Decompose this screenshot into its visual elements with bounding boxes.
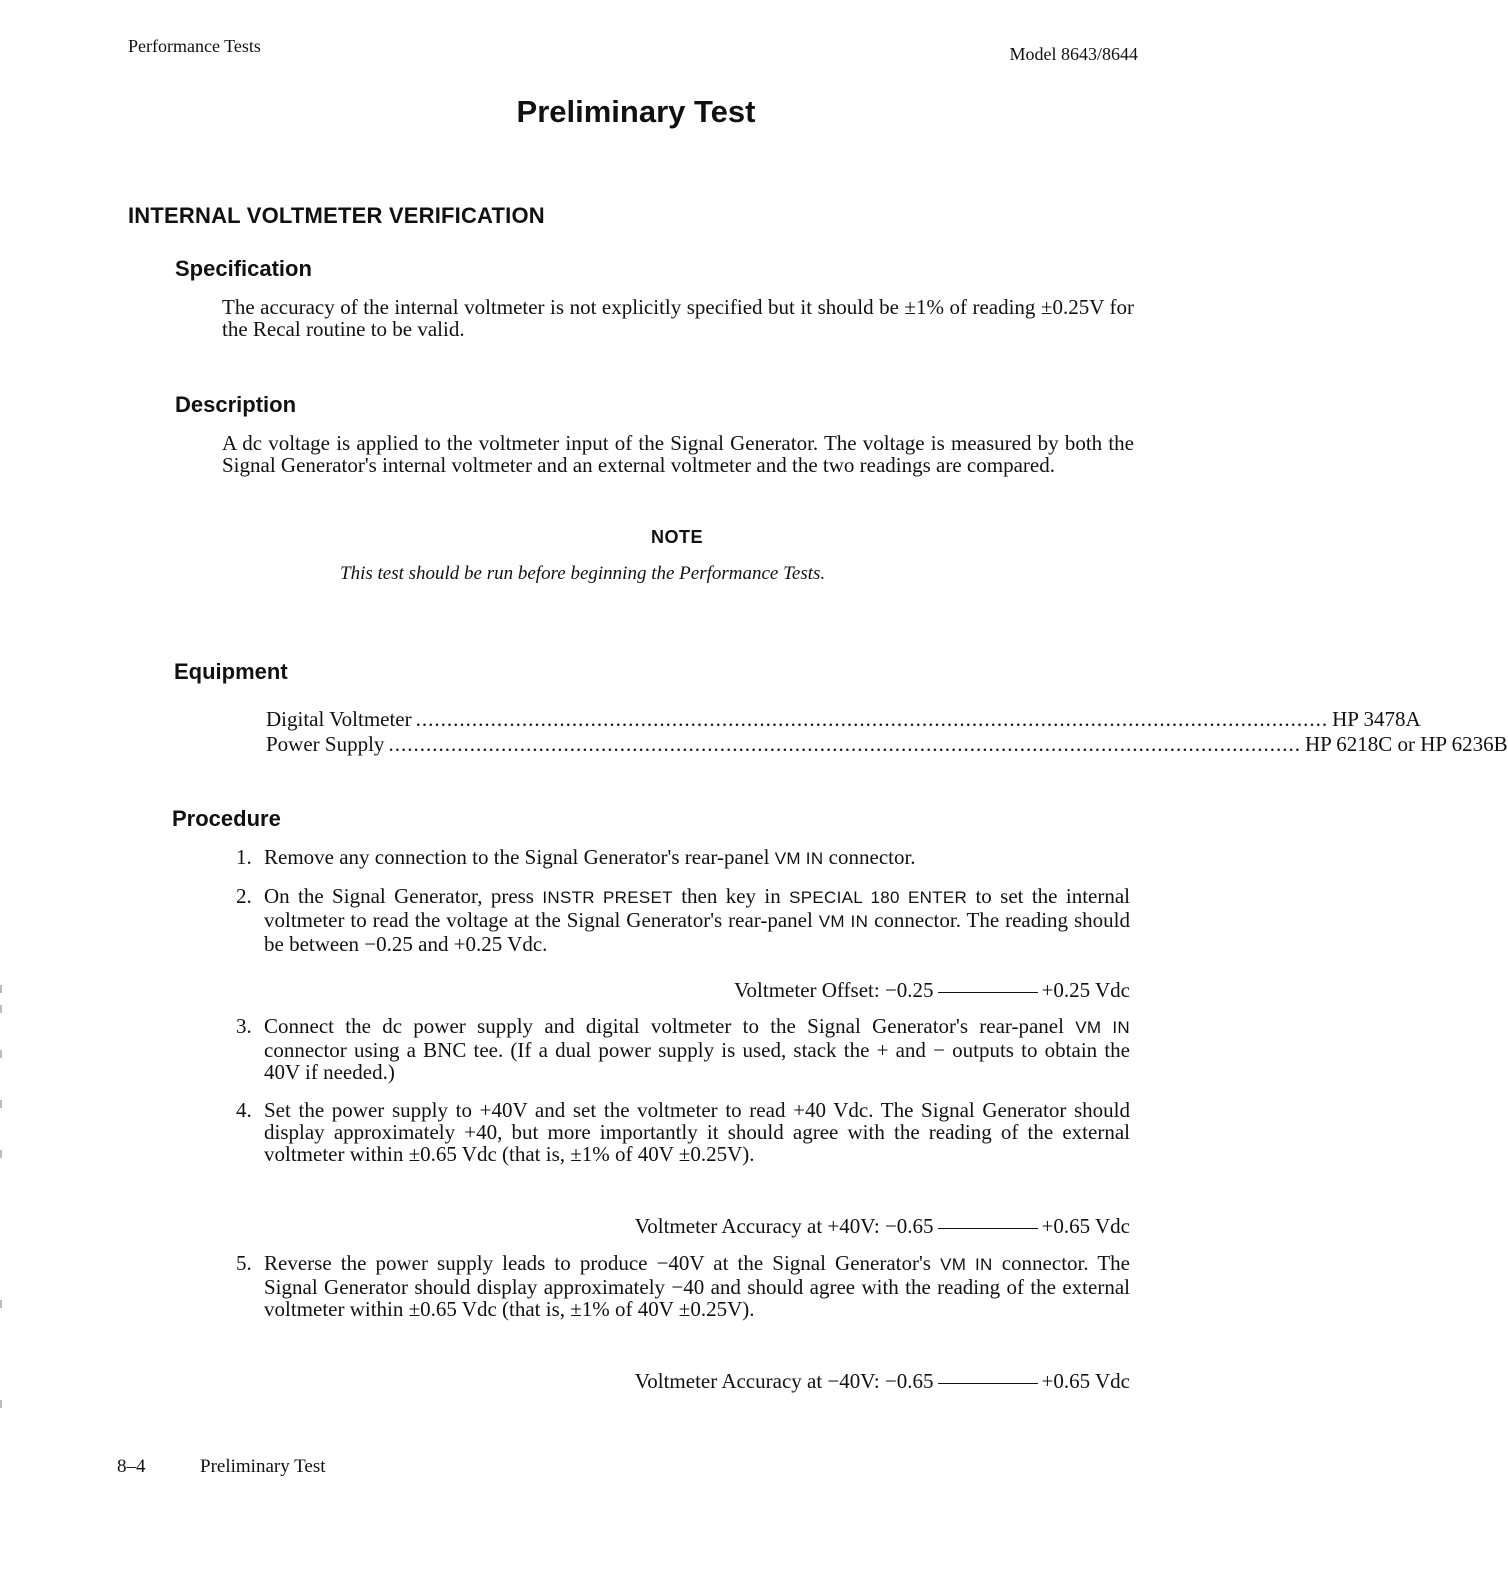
step-number: 3. <box>236 1014 252 1038</box>
procedure-step <box>236 1252 1130 1320</box>
page-title: Preliminary Test <box>516 94 756 129</box>
scan-edge-mark <box>0 1100 2 1108</box>
step-text: Remove any connection to the Signal Generator's rear-panel VM IN connector. <box>264 845 916 869</box>
scan-edge-mark <box>0 1400 2 1408</box>
record-blank[interactable] <box>938 1228 1038 1229</box>
running-header-left: Performance Tests <box>128 36 261 56</box>
step-number: 5. <box>236 1251 252 1275</box>
record-label: Voltmeter Offset: −0.25 <box>734 978 934 1002</box>
record-limit: +0.65 Vdc <box>1041 1214 1130 1238</box>
leader-dots: .................................................................................................................................................. <box>388 732 1301 756</box>
section-title: INTERNAL VOLTMETER VERIFICATION <box>128 203 545 228</box>
step-text: Connect the dc power supply and digital voltmeter to the Signal Generator's rear-panel VM IN connector using a BNC tee. (If a dual power supply is used, stack the + and − outputs to obtain the 40V if needed.) <box>264 1014 1130 1084</box>
step-text: On the Signal Generator, press INSTR PRESET then key in SPECIAL 180 ENTER to set the internal voltmeter to read the voltage at the Signal Generator's rear-panel VM IN connector. The reading should be between −0.25 and +0.25 Vdc. <box>264 884 1131 956</box>
record-limit: +0.65 Vdc <box>1041 1369 1130 1393</box>
specification-heading: Specification <box>175 256 312 281</box>
note-heading: NOTE <box>650 527 703 547</box>
procedure-heading: Procedure <box>172 806 281 831</box>
equipment-model: HP 6218C or HP 6236B <box>1304 732 1508 756</box>
keyword: INSTR PRESET <box>542 888 673 907</box>
procedure-step <box>236 1015 1130 1083</box>
scan-edge-mark <box>0 1050 2 1058</box>
equipment-name: Power Supply <box>266 732 385 756</box>
footer-label: Preliminary Test <box>200 1456 326 1477</box>
procedure-step <box>236 846 1130 870</box>
equipment-list <box>266 707 1508 757</box>
equipment-model: HP 3478A <box>1332 707 1421 731</box>
specification-text: The accuracy of the internal voltmeter is not explicitly specified but it should be ±1% of reading ±0.25V for the Recal routine to be valid. <box>222 295 1134 341</box>
scan-edge-mark <box>0 1005 2 1013</box>
procedure-step <box>236 1099 1130 1165</box>
record-blank[interactable] <box>938 992 1038 993</box>
step-number: 1. <box>236 845 252 869</box>
description-heading: Description <box>175 392 297 417</box>
scan-edge-mark <box>0 1150 2 1158</box>
keyword: VM IN <box>818 912 869 931</box>
description-text: A dc voltage is applied to the voltmeter input of the Signal Generator. The voltage is measured by both the Signal Generator's internal voltmeter and an external voltmeter and the two readings are compared. <box>222 431 1134 477</box>
keyword: SPECIAL 180 ENTER <box>789 888 968 907</box>
equipment-heading: Equipment <box>174 659 288 684</box>
record-label: Voltmeter Accuracy at −40V: −0.65 <box>634 1369 934 1393</box>
leader-dots: .................................................................................................................................................. <box>415 707 1329 731</box>
scan-edge-mark <box>0 985 2 993</box>
record-blank[interactable] <box>938 1383 1038 1384</box>
procedure-step <box>236 885 1130 955</box>
running-header-right: Model 8643/8644 <box>1009 44 1138 64</box>
scan-edge-mark <box>0 1300 2 1308</box>
equipment-name: Digital Voltmeter <box>266 707 412 731</box>
keyword: VM IN <box>1075 1018 1130 1037</box>
keyword: VM IN <box>774 849 824 868</box>
step-number: 2. <box>236 884 252 908</box>
note-text: This test should be run before beginning the Performance Tests. <box>340 563 826 584</box>
step-text: Reverse the power supply leads to produce −40V at the Signal Generator's VM IN connector. The Signal Generator should display approximately −40 and should agree with the reading of the external voltmeter within ±0.65 Vdc (that is, ±1% of 40V ±0.25V). <box>264 1251 1130 1321</box>
record-line-offset <box>734 978 1130 1003</box>
step-text: Set the power supply to +40V and set the voltmeter to read +40 Vdc. The Signal Generator should display approximately +40, but more importantly it should agree with the reading of the external voltmeter within ±0.65 Vdc (that is, ±1% of 40V ±0.25V). <box>264 1098 1130 1166</box>
keyword: VM IN <box>940 1255 993 1274</box>
record-limit: +0.25 Vdc <box>1041 978 1130 1002</box>
page-number: 8–4 <box>117 1456 146 1477</box>
equipment-item <box>266 707 1421 732</box>
record-label: Voltmeter Accuracy at +40V: −0.65 <box>634 1214 934 1238</box>
record-line-plus40 <box>635 1214 1130 1239</box>
equipment-item <box>266 732 1508 757</box>
step-number: 4. <box>236 1098 252 1122</box>
record-line-minus40 <box>635 1369 1130 1394</box>
